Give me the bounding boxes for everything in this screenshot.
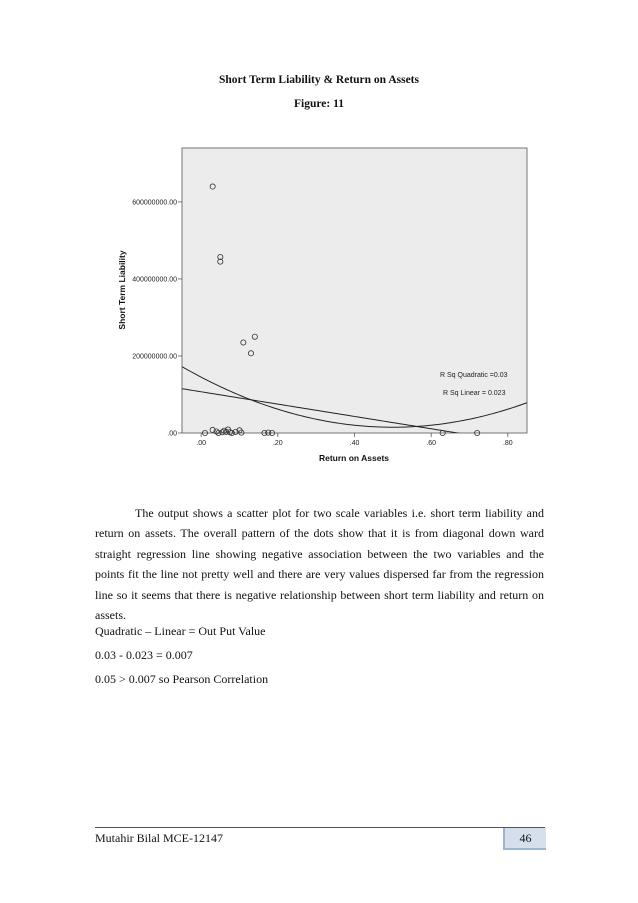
- y-tick-label: .00: [167, 430, 177, 438]
- x-tick-label: .80: [502, 440, 513, 447]
- x-tick-label: .00: [196, 440, 207, 447]
- figure-title: Short Term Liability & Return on Assets: [219, 74, 419, 86]
- figure-number: Figure: 11: [294, 98, 344, 110]
- calc-line-1: Quadratic – Linear = Out Put Value: [95, 624, 266, 638]
- r-sq-linear-label: R Sq Linear = 0.023: [443, 390, 506, 397]
- x-tick-label: .40: [349, 440, 360, 447]
- chart-svg: [100, 140, 540, 470]
- x-tick-label: .20: [272, 440, 283, 447]
- y-tick-label: 400000000.00: [132, 276, 177, 284]
- y-tick-label: 600000000.00: [132, 199, 177, 207]
- calc-line-2: 0.03 - 0.023 = 0.007: [95, 648, 193, 662]
- footer-author: Mutahir Bilal MCE-12147: [95, 831, 223, 845]
- x-axis: [196, 433, 513, 447]
- calc-line-3: 0.05 > 0.007 so Pearson Correlation: [95, 672, 269, 686]
- analysis-paragraph: The output shows a scatter plot for two scale variables i.e. short term liability and return on assets. The overall pattern of the dots show that it is from diagonal down ward straight regression line showing negative association between the two variables and the points fit the line not pretty well and there are very values dispersed far from the regression line so it seems that there is negative relationship between short term liability and return on assets.: [95, 506, 544, 623]
- y-tick-label: 200000000.00: [132, 353, 177, 361]
- x-tick-label: .60: [426, 440, 437, 447]
- footer-divider: [95, 827, 545, 828]
- r-sq-quadratic-label: R Sq Quadratic =0.03: [440, 372, 508, 379]
- page-number: 46: [503, 828, 546, 850]
- y-axis: [132, 199, 182, 437]
- scatter-chart: [100, 140, 540, 470]
- x-axis-title: Return on Assets: [318, 453, 390, 463]
- y-axis-title: Short Term Liability: [117, 250, 127, 330]
